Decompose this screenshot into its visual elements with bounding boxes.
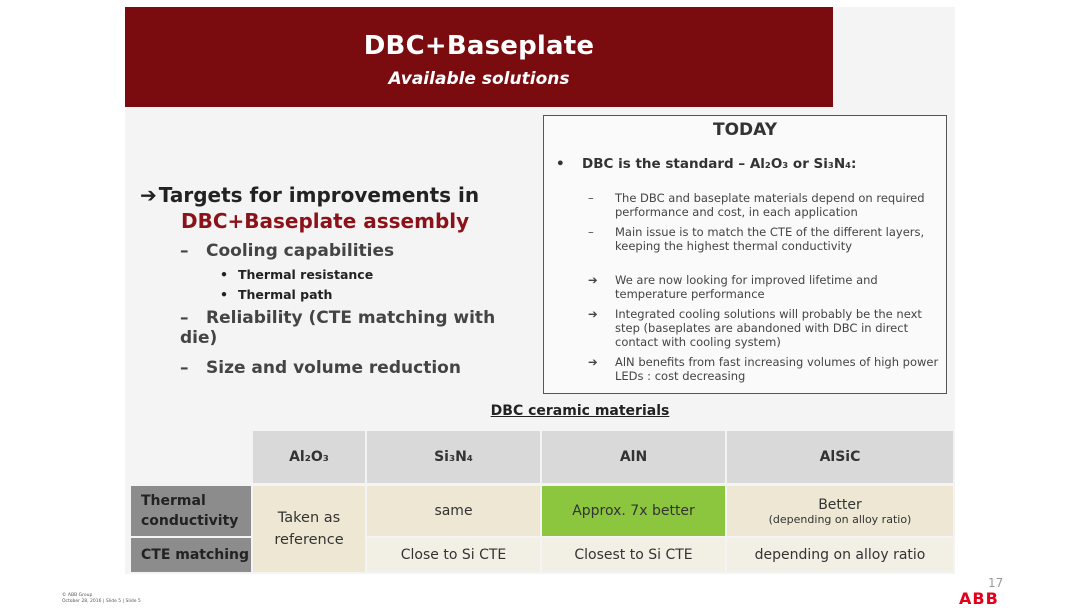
targets-heading: Targets for improvements in bbox=[158, 183, 480, 207]
table-cell-cte-alsic: depending on alloy ratio bbox=[727, 538, 953, 572]
arrow-right-icon: ➔ bbox=[588, 307, 598, 321]
list-item: ➔ AlN benefits from fast increasing volumes of high power LEDs : cost decreasing bbox=[588, 355, 939, 383]
abb-logo: ABB bbox=[959, 589, 999, 608]
cooling-sublist bbox=[140, 267, 530, 302]
list-item: – Main issue is to match the CTE of the different layers, keeping the highest thermal conductivity bbox=[588, 225, 925, 253]
column-header-al2o3: Al₂O₃ bbox=[253, 431, 365, 483]
column-header-aln: AlN bbox=[542, 431, 725, 483]
table-cell-cte-si3n4: Close to Si CTE bbox=[367, 538, 540, 572]
table-cell-thermal-aln: Approx. 7x better bbox=[542, 486, 725, 536]
targets-block bbox=[140, 183, 530, 378]
table-cell-thermal-si3n4: same bbox=[367, 486, 540, 536]
dash-icon: – bbox=[588, 225, 594, 239]
arrow-right-icon: ➔ bbox=[588, 355, 598, 369]
sub-item-thermal-path: • Thermal path bbox=[220, 287, 333, 302]
bullet-icon: • bbox=[220, 287, 228, 302]
footer-text: © ABB Group October 28, 2016 | Slide 5 | Slide 5 bbox=[62, 593, 141, 604]
target-item-reliability: – Reliability (CTE matching with die) bbox=[180, 308, 496, 348]
today-title: TODAY bbox=[713, 120, 777, 140]
bullet-icon: • bbox=[220, 267, 228, 282]
arrow-right-icon: ➔ bbox=[588, 273, 598, 287]
title-banner bbox=[125, 7, 833, 107]
targets-subheading: DBC+Baseplate assembly bbox=[181, 209, 470, 233]
column-header-si3n4: Si₃N₄ bbox=[367, 431, 540, 483]
table-cell-al2o3-reference: Taken as reference bbox=[253, 486, 365, 572]
today-dash-list bbox=[588, 191, 940, 259]
slide-title: DBC+Baseplate bbox=[363, 31, 595, 61]
today-main-point: • DBC is the standard – Al₂O₃ or Si₃N₄: bbox=[556, 156, 857, 172]
dash-icon: – bbox=[588, 191, 594, 205]
column-header-alsic: AlSiC bbox=[727, 431, 953, 483]
slide-subtitle: Available solutions bbox=[388, 69, 570, 89]
sub-item-thermal-resistance: • Thermal resistance bbox=[220, 267, 374, 282]
today-box bbox=[543, 115, 947, 394]
row-header-thermal: Thermal conductivity bbox=[131, 486, 251, 536]
target-item-cooling: – Cooling capabilities bbox=[180, 241, 395, 261]
targets-list bbox=[140, 241, 530, 378]
today-arrow-list bbox=[588, 273, 940, 389]
arrow-right-icon: ➔ bbox=[140, 183, 157, 207]
row-header-cte: CTE matching bbox=[131, 538, 251, 572]
table-cell-cte-aln: Closest to Si CTE bbox=[542, 538, 725, 572]
bullet-icon: • bbox=[556, 156, 565, 172]
list-item: ➔ Integrated cooling solutions will probably be the next step (baseplates are abandoned with DBC in direct contact with cooling system) bbox=[588, 307, 922, 349]
list-item: ➔ We are now looking for improved lifetime and temperature performance bbox=[588, 273, 878, 301]
list-item: – The DBC and baseplate materials depend on required performance and cost, in each application bbox=[588, 191, 925, 219]
table-caption: DBC ceramic materials bbox=[490, 403, 670, 419]
table-cell-thermal-alsic: Better (depending on alloy ratio) bbox=[727, 486, 953, 536]
target-item-size: – Size and volume reduction bbox=[180, 358, 461, 378]
page-number: 17 bbox=[988, 576, 1004, 590]
